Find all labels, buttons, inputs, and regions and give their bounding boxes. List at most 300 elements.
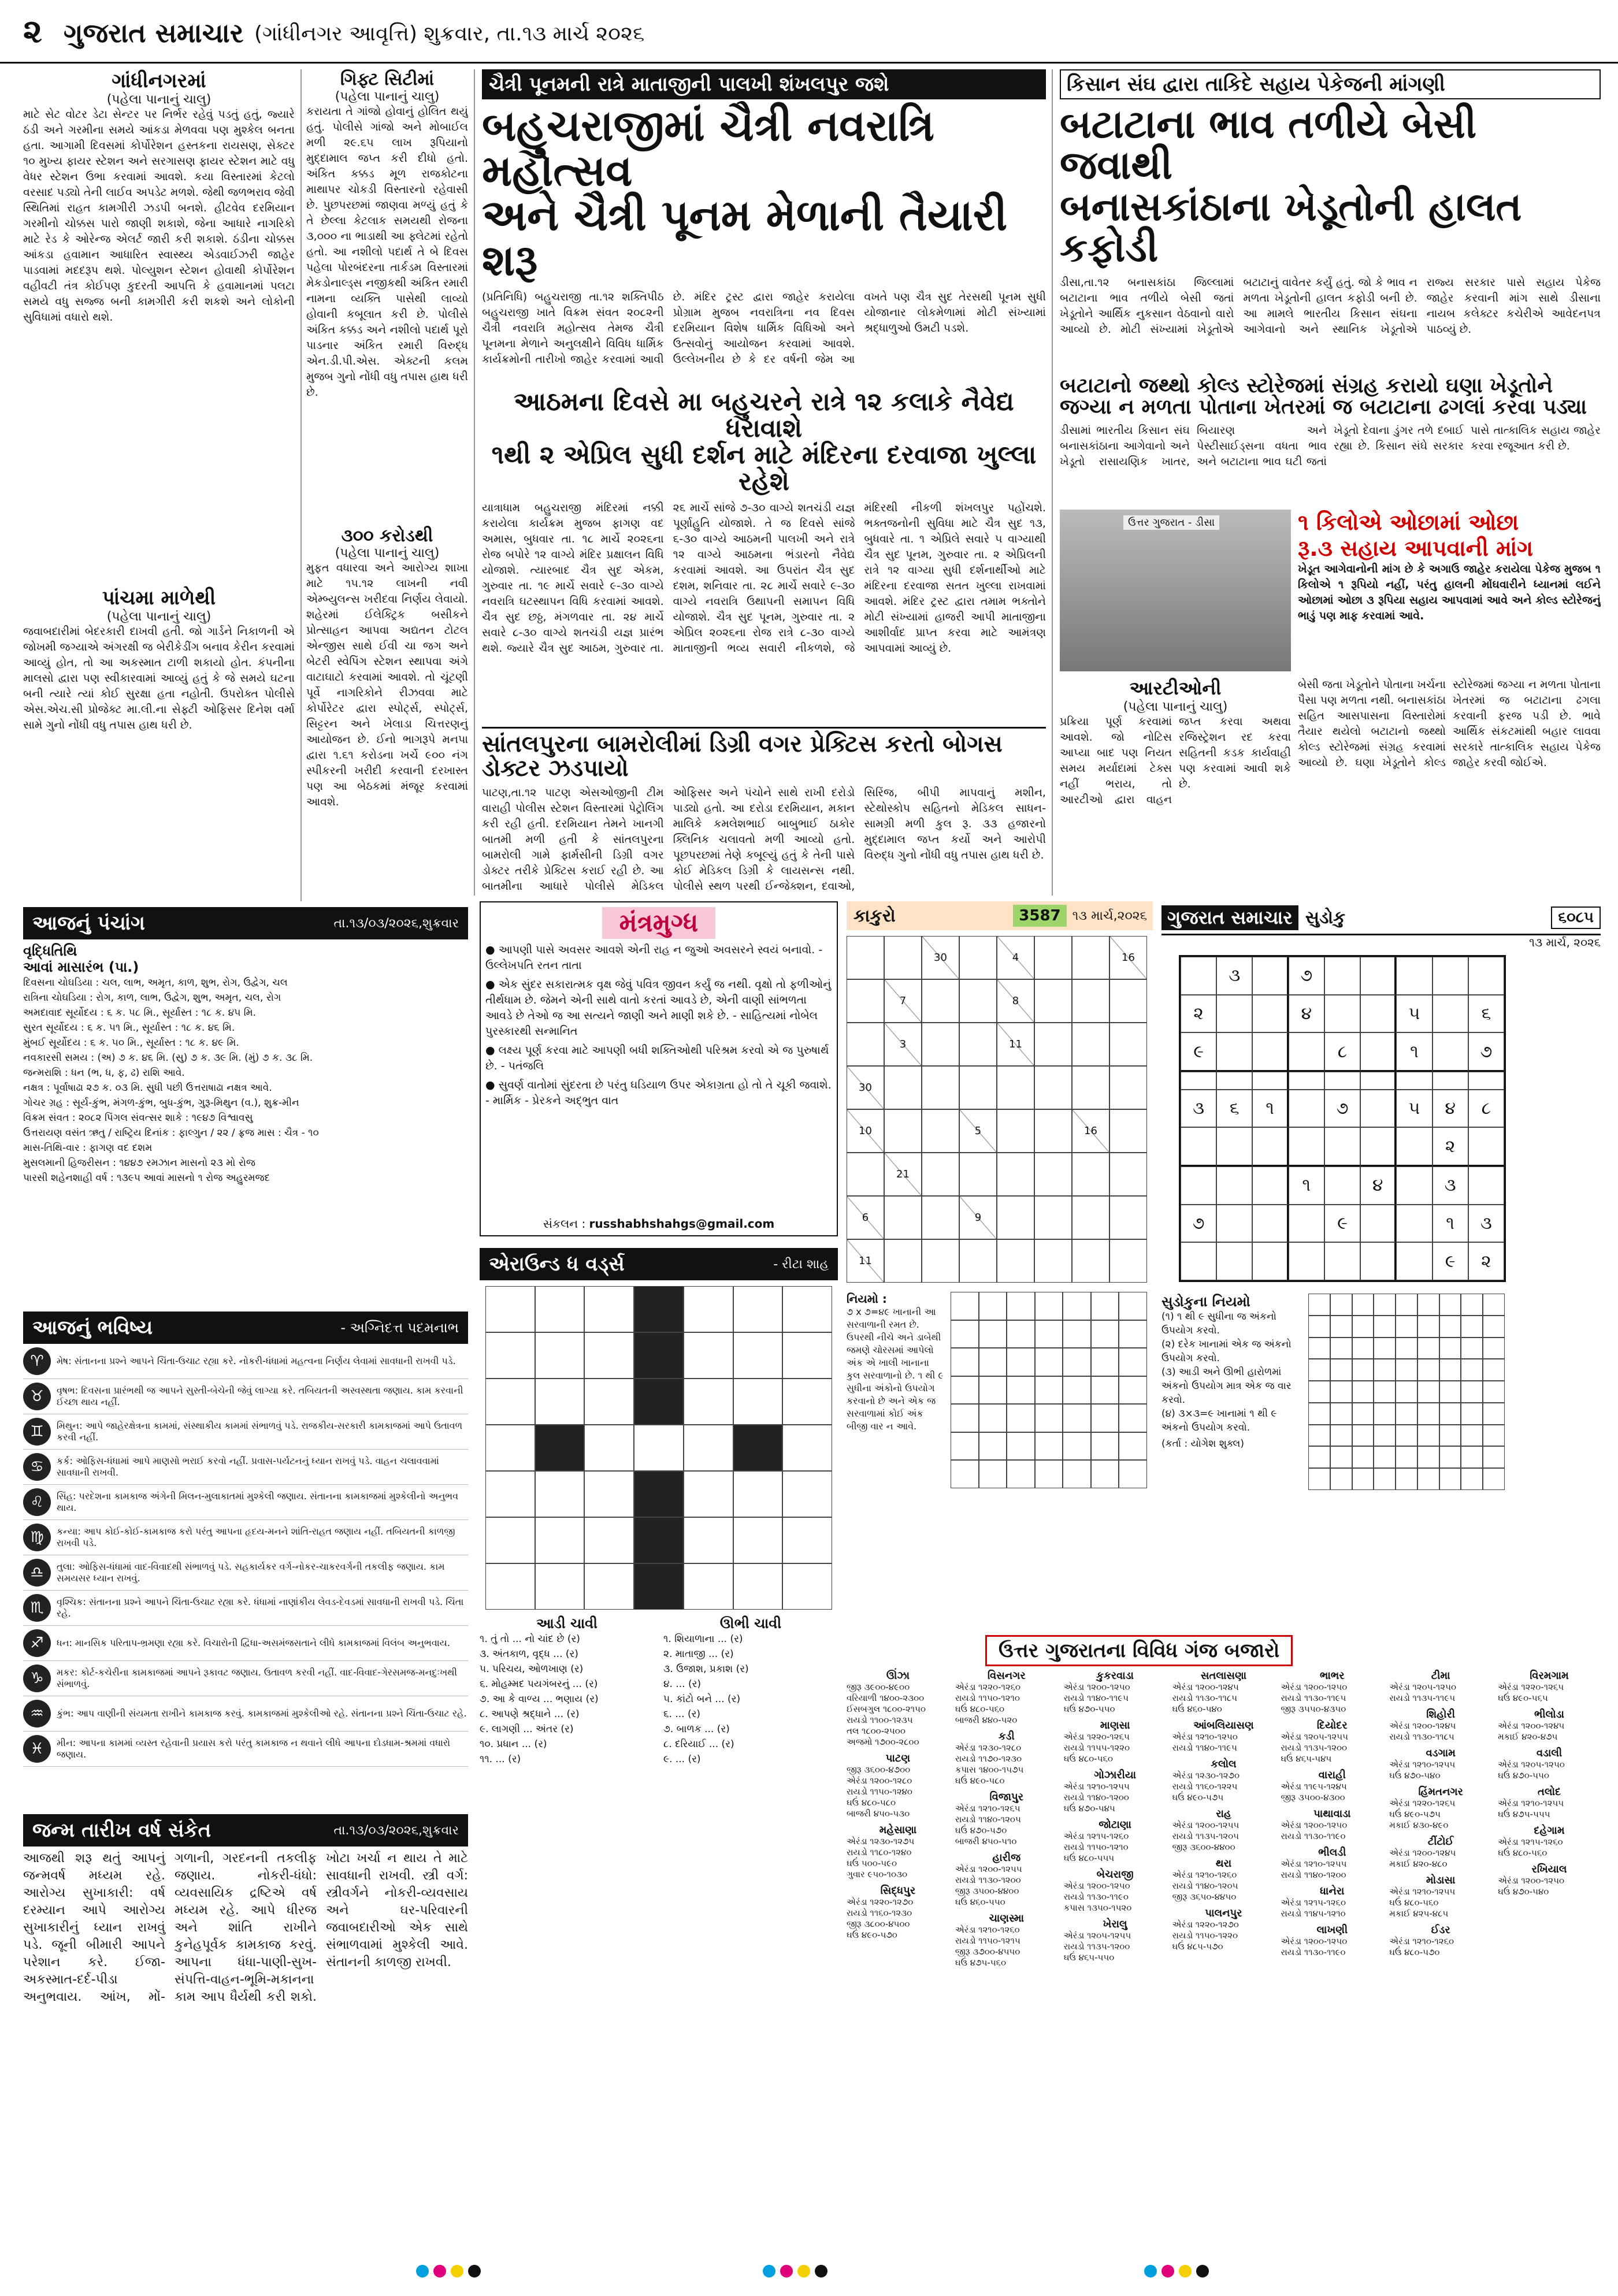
- sudoku-cell[interactable]: ૫: [1396, 1090, 1432, 1128]
- aathma-headline-1: આઠમના દિવસે મા બહુચરને રાત્રે ૧૨ કલાકે નૈવેદ્ય ધરાવાશે: [514, 387, 1014, 443]
- crossword-cell[interactable]: [485, 1332, 535, 1379]
- crossword-cell[interactable]: [684, 1425, 733, 1471]
- sudoku-cell[interactable]: [1324, 1072, 1360, 1090]
- crossword-cell[interactable]: [733, 1286, 783, 1332]
- kakuro-cell[interactable]: [1072, 1066, 1109, 1109]
- kakuro-answer-cell: [979, 1432, 1007, 1461]
- sudoku-cell[interactable]: [1396, 1242, 1432, 1280]
- crossword-cell[interactable]: [733, 1563, 783, 1610]
- market-block: [1389, 1708, 1492, 1743]
- kakuro-cell[interactable]: [922, 1196, 959, 1239]
- kakuro-cell[interactable]: [959, 1066, 997, 1109]
- kakuro-cell[interactable]: [922, 1066, 959, 1109]
- kakuro-cell[interactable]: [1034, 936, 1072, 979]
- sudoku-cell[interactable]: [1360, 995, 1396, 1033]
- zodiac-icon: ♒: [23, 1700, 51, 1727]
- kakuro-cell[interactable]: 9: [959, 1196, 997, 1239]
- kakuro-cell[interactable]: [997, 1153, 1034, 1196]
- sudoku-answer-cell: [1417, 1446, 1439, 1468]
- kakuro-cell[interactable]: [997, 1066, 1034, 1109]
- market-line: ઘઉં ૪૮૦-૫૬૦: [1063, 1753, 1113, 1764]
- sudoku-cell[interactable]: ૭: [1324, 1090, 1360, 1128]
- crossword-cell[interactable]: [684, 1471, 733, 1517]
- photo-caption: ઉત્તર ગુજરાત - ડીસા: [1123, 515, 1219, 530]
- sudoku-cell[interactable]: ૩: [1468, 1205, 1504, 1243]
- sudoku-cell[interactable]: [1289, 1090, 1324, 1128]
- sudoku-cell[interactable]: [1216, 1072, 1252, 1090]
- market-line: રાયડો ૧૧૩૫-૧૨૦૦: [1063, 1941, 1130, 1952]
- crossword-cell[interactable]: [634, 1332, 684, 1379]
- crossword-cell[interactable]: [535, 1332, 585, 1379]
- chaitri-headline-2: અને ચૈત્રી પૂનમ મેળાની તૈયારી શરૂ: [482, 191, 1008, 286]
- crossword-cell[interactable]: [584, 1332, 634, 1379]
- market-name: સિદ્ધપુર: [880, 1885, 916, 1897]
- market-line: એરંડા ૧૨૨૦-૧૨૬૫: [1389, 1798, 1456, 1808]
- sudoku-cell[interactable]: [1252, 957, 1288, 995]
- crossword-cell[interactable]: [485, 1471, 535, 1517]
- sudoku-cell[interactable]: ૩: [1181, 1090, 1216, 1128]
- around-words-box: [480, 1248, 838, 2195]
- kakuro-cell[interactable]: [1034, 1109, 1072, 1153]
- kakuro-cell[interactable]: [1034, 1196, 1072, 1239]
- sudoku-answer-cell: [1461, 1294, 1483, 1316]
- sudoku-cell[interactable]: [1216, 995, 1252, 1033]
- sudoku-cell[interactable]: ૩: [1433, 1166, 1468, 1205]
- kakuro-cell[interactable]: [1109, 1023, 1147, 1066]
- market-line: એરંડા ૧૨૨૦-૧૨૬૫: [1063, 1732, 1130, 1742]
- crossword-cell[interactable]: [535, 1379, 585, 1425]
- gift-city-body: કરાયતા તે ગાંજો હોવાનું હોલિત થયું હતું. પોલીસે ગાંજો અને મોબાઈલ મળી ૨૯.૬૫ લાખ રૂપિયાનો મુદ્દામાલ જપ્ત કરી દીધો હતો. અંકિત કક્કડ મૂળ રાજકોટના માથાપર ચોકડી વિસ્તારનો રહેવાસી છે. પુછપરછમાં જાણવા મળ્યું હતું કે તે છેલ્લા કેટલાક સમયથી રોજના ૩,૦૦૦ ના ભાડાથી આ ફ્લેટમાં રહેતો હતો. આ નશીલો પદાર્થ તે બે દિવસ પહેલા પોરબંદરના તાર્કડમ વિસ્તારમાં મેકડોનાલ્ડ્સ નજીકથી અંકિત રમારી નામના વ્યક્તિ પાસેથી લાવ્યો હોવાની કબૂલાત કરી છે. પોલીસે અંકિત કક્કડ અને નશીલો પદાર્થ પૂરો પાડનાર અંકિત રમારી વિરુદ્ધ એન.ડી.પી.એસ. એક્ટની કલમ મુજબ ગુનો નોંધી વધુ તપાસ હાથ ધરી છે.: [306, 105, 468, 399]
- kakuro-cell[interactable]: 30: [922, 936, 959, 979]
- kakuro-cell[interactable]: [884, 936, 922, 979]
- mantra-box: [480, 901, 838, 1236]
- crossword-grid[interactable]: [485, 1286, 832, 1610]
- crossword-cell[interactable]: [634, 1286, 684, 1332]
- market-line: ઘઉં ૪૯૦-૫૭૦: [847, 1930, 897, 1940]
- sudoku-cell[interactable]: [1289, 1242, 1324, 1280]
- kakuro-cell[interactable]: 16: [1072, 1109, 1109, 1153]
- gandhinagar-column: [23, 69, 295, 901]
- sudoku-cell[interactable]: [1289, 1127, 1324, 1166]
- mantra-footer-email: russhabhshahgs@gmail.com: [589, 1217, 775, 1231]
- sudoku-cell[interactable]: ૬: [1216, 1090, 1252, 1128]
- sudoku-cell[interactable]: [1324, 1166, 1360, 1205]
- market-line: એરંડા ૧૨૧૦-૧૨૫૫: [1389, 1759, 1456, 1770]
- kakuro-cell[interactable]: [922, 1109, 959, 1153]
- sudoku-cell[interactable]: [1216, 1242, 1252, 1280]
- sudoku-cell[interactable]: [1396, 1166, 1432, 1205]
- sudoku-cell[interactable]: [1324, 1242, 1360, 1280]
- sudoku-cell[interactable]: [1360, 1205, 1396, 1243]
- sudoku-number: ૬૦૮૫: [1551, 906, 1601, 929]
- crossword-cell[interactable]: [535, 1517, 585, 1563]
- market-line: એરંડા ૧૨૧૦-૧૨૫૦: [1172, 1732, 1238, 1742]
- sudoku-cell[interactable]: [1468, 1127, 1504, 1166]
- market-line: ઘઉં ૪૮૦-૫૬૦: [1389, 1897, 1439, 1908]
- sudoku-cell[interactable]: ૧: [1396, 1032, 1432, 1072]
- market-line: તલ ૧૮૦૦-૨૫૦૦: [847, 1726, 906, 1736]
- sudoku-cell[interactable]: [1433, 995, 1468, 1033]
- kakuro-cell[interactable]: [1109, 979, 1147, 1023]
- market-line: રાયડો ૧૧૫૦-૧૨૧૫: [955, 1935, 1020, 1946]
- kakuro-cell[interactable]: 11: [847, 1239, 884, 1283]
- kakuro-cell[interactable]: 3: [884, 1023, 922, 1066]
- market-name: ટીંટોઈ: [1427, 1836, 1454, 1848]
- market-block: [955, 1730, 1058, 1786]
- sudoku-cell[interactable]: ૮: [1468, 1090, 1504, 1128]
- sudoku-cell[interactable]: ૯: [1433, 1242, 1468, 1280]
- kakuro-cell[interactable]: [884, 1239, 922, 1283]
- sudoku-cell[interactable]: [1324, 957, 1360, 995]
- crossword-cell[interactable]: [684, 1332, 733, 1379]
- sudoku-cell[interactable]: [1360, 1032, 1396, 1072]
- crossword-cell[interactable]: [634, 1563, 684, 1610]
- crossword-cell[interactable]: [634, 1471, 684, 1517]
- panchang-line: નક્ષત્ર : પૂર્વાષાઢા ૨૭ ક. ૦૩ મિ. સુધી પછી ઉત્તરાષાઢા નક્ષત્ર આવે.: [23, 1082, 272, 1094]
- sudoku-cell[interactable]: ૭: [1289, 957, 1324, 995]
- crossword-cell[interactable]: [535, 1471, 585, 1517]
- sudoku-cell[interactable]: ૪: [1433, 1090, 1468, 1128]
- market-line: કપાસ ૧૩૫૦-૧૫૨૦: [1063, 1903, 1132, 1913]
- janma-title: જન્મ તારીખ વર્ષ સંકેત: [32, 1819, 211, 1842]
- market-line: બાજરી ૪૫૦-૫૩૦: [847, 1808, 910, 1819]
- market-block: [1281, 1719, 1383, 1764]
- kakuro-grid[interactable]: [847, 936, 1147, 1283]
- market-line: એરંડા ૧૨૧૦-૧૨૬૦: [1172, 1870, 1237, 1880]
- sudoku-cell[interactable]: [1252, 1166, 1288, 1205]
- sudoku-answer-cell: [1396, 1425, 1417, 1447]
- market-line: ઘઉં ૪૭૦-૫૭૦: [955, 1825, 1007, 1836]
- mantra-item: [485, 942, 832, 974]
- kakuro-cell[interactable]: [997, 1196, 1034, 1239]
- crossword-cell[interactable]: [584, 1379, 634, 1425]
- sudoku-cell[interactable]: ૨: [1433, 1127, 1468, 1166]
- mantra-title: મંત્રમુગ્ધ: [602, 907, 716, 939]
- sudoku-cell[interactable]: [1289, 1032, 1324, 1072]
- market-block: [1498, 1670, 1601, 1704]
- sudoku-paper: ગુજરાત સમાચાર: [1161, 905, 1298, 930]
- kakuro-cell[interactable]: 30: [847, 1066, 884, 1109]
- sudoku-cell[interactable]: ૬: [1468, 995, 1504, 1033]
- crossword-cell[interactable]: [535, 1286, 585, 1332]
- sudoku-cell[interactable]: ૪: [1360, 1166, 1396, 1205]
- sudoku-cell[interactable]: [1360, 957, 1396, 995]
- market-line: રાયડો ૧૧૩૫-૧૧૯૫: [1389, 1693, 1456, 1703]
- sudoku-answer-cell: [1330, 1468, 1352, 1490]
- sudoku-cell[interactable]: [1360, 1127, 1396, 1166]
- kakuro-cell[interactable]: [1072, 979, 1109, 1023]
- kakuro-cell[interactable]: [1109, 1239, 1147, 1283]
- market-line: રાયડો ૧૧૩૦-૧૧૮૫: [1172, 1693, 1237, 1703]
- crossword-cell[interactable]: [733, 1379, 783, 1425]
- kakuro-cell[interactable]: [1034, 1023, 1072, 1066]
- sudoku-cell[interactable]: [1252, 1072, 1288, 1090]
- market-name: રખિયાલ: [1531, 1863, 1567, 1875]
- sudoku-cell[interactable]: ૭: [1181, 1205, 1216, 1243]
- kakuro-cell[interactable]: [1072, 1023, 1109, 1066]
- callout-body: ખેડૂત આગેવાનોની માંગ છે કે અગાઉ જાહેર કરાયેલા પેકેજ મુજબ ૧ કિલોએ ૧ રૂપિયો નહીં, પરંતુ હાલની મોંઘવારીને ધ્યાનમાં લઈને ઓછામાં ઓછા ૩ રૂપિયા સહાય આપવામાં આવે અને કોલ્ડ સ્ટોરેજનું ભાડું પણ માફ કરવામાં આવે.: [1298, 563, 1601, 623]
- kakuro-cell[interactable]: [847, 936, 884, 979]
- sudoku-answer-cell: [1396, 1316, 1417, 1338]
- kakuro-cell[interactable]: [959, 1239, 997, 1283]
- paper-name: ગુજરાત સમાચાર: [64, 17, 244, 49]
- crossword-cell[interactable]: [684, 1286, 733, 1332]
- ubhi-clue: ૫. કાંટો બને ... (ર): [663, 1693, 741, 1705]
- sudoku-cell[interactable]: [1396, 1205, 1432, 1243]
- sudoku-cell[interactable]: [1181, 957, 1216, 995]
- kakuro-cell[interactable]: [847, 1023, 884, 1066]
- sudoku-cell[interactable]: ૭: [1468, 1032, 1504, 1072]
- market-line: એરંડા ૧૨૦૦-૧૨૫૫: [1172, 1820, 1240, 1830]
- rashi-text: કન્યા: આપ કોઈ-કોઈ-કામકાજ કરો પરંતુ આપના હૃદય-મનને શાંતિ-રાહત જણાય નહીં. તબિયતની કાળજી રાખવી પડે.: [57, 1526, 455, 1548]
- sudoku-cell[interactable]: [1289, 1205, 1324, 1243]
- kakuro-cell[interactable]: 5: [959, 1109, 997, 1153]
- sudoku-cell[interactable]: [1396, 1072, 1432, 1090]
- market-line: ઘઉં ૪૯૦-૫૮૦: [955, 1775, 1005, 1786]
- crossword-cell[interactable]: [684, 1517, 733, 1563]
- crossword-cell[interactable]: [782, 1563, 832, 1610]
- janma-box: [23, 1814, 468, 2195]
- market-name: મહેસાણા: [879, 1824, 917, 1836]
- panchang-line: નવકારસી સમય : (અ) ૭ ક. ૪૬ મિ. (સુ) ૭ ક. ૩૯ મિ. (મું) ૭ ક. ૩૮ મિ.: [23, 1052, 313, 1064]
- sudoku-cell[interactable]: [1360, 1242, 1396, 1280]
- sudoku-cell[interactable]: ૧: [1289, 1166, 1324, 1205]
- crossword-cell[interactable]: [535, 1563, 585, 1610]
- sudoku-cell[interactable]: ૧: [1433, 1205, 1468, 1243]
- crossword-cell[interactable]: [584, 1471, 634, 1517]
- crossword-cell[interactable]: [733, 1517, 783, 1563]
- kakuro-answer-cell: [1119, 1348, 1147, 1376]
- sudoku-cell[interactable]: [1468, 1072, 1504, 1090]
- crossword-cell[interactable]: [584, 1286, 634, 1332]
- sudoku-answer-cell: [1439, 1468, 1461, 1490]
- sudoku-cell[interactable]: ૧: [1252, 1090, 1288, 1128]
- market-line: એરંડા ૧૨૩૦-૧૨૭૦: [1172, 1770, 1240, 1781]
- kakuro-cell[interactable]: [959, 1023, 997, 1066]
- crossword-cell[interactable]: [485, 1517, 535, 1563]
- sudoku-answer-cell: [1483, 1468, 1505, 1490]
- sudoku-cell[interactable]: ૪: [1289, 995, 1324, 1033]
- market-line: ઘઉં ૪૮૦-૫૬૦: [955, 1704, 1005, 1714]
- crossword-cell[interactable]: [634, 1379, 684, 1425]
- kakuro-cell[interactable]: 16: [1109, 936, 1147, 979]
- bullet-icon: ●: [485, 943, 499, 956]
- crossword-cell[interactable]: [584, 1517, 634, 1563]
- sudoku-cell[interactable]: ૩: [1216, 957, 1252, 995]
- kakuro-cell[interactable]: [922, 1023, 959, 1066]
- crossword-cell[interactable]: [733, 1332, 783, 1379]
- sudoku-cell[interactable]: [1468, 957, 1504, 995]
- kakuro-answer-cell: [1035, 1320, 1063, 1348]
- sudoku-cell[interactable]: [1216, 1032, 1252, 1072]
- kakuro-answer-cell: [1091, 1460, 1119, 1488]
- sudoku-cell[interactable]: [1181, 1242, 1216, 1280]
- market-line: એરંડા ૧૨૦૦-૧૨૫૦: [1281, 1820, 1348, 1830]
- sudoku-answer-cell: [1308, 1338, 1330, 1359]
- kakuro-cell[interactable]: [1072, 1239, 1109, 1283]
- kakuro-cell[interactable]: 11: [997, 1023, 1034, 1066]
- kakuro-cell[interactable]: 4: [997, 936, 1034, 979]
- sudoku-cell[interactable]: ૫: [1396, 995, 1432, 1033]
- sudoku-box: [1161, 901, 1601, 1514]
- sudoku-cell[interactable]: [1289, 1072, 1324, 1090]
- sudoku-answer-cell: [1461, 1425, 1483, 1447]
- market-line: રાયડો ૧૧૩૫-૧૨૦૫: [1172, 1831, 1239, 1841]
- kisan-headline-1: બટાટાના ભાવ તળીયે બેસી જવાથી: [1060, 102, 1477, 189]
- kakuro-cell[interactable]: [1109, 1109, 1147, 1153]
- market-line: મકાઈ ૪૩૦-૪૯૦: [1389, 1820, 1449, 1830]
- sudoku-cell[interactable]: [1216, 1166, 1252, 1205]
- market-line: એરંડા ૧૨૦૦-૧૨૫૦: [1063, 1682, 1130, 1692]
- sudoku-cell[interactable]: [1181, 1127, 1216, 1166]
- kakuro-cell[interactable]: [1109, 1066, 1147, 1109]
- market-line: ઘઉં ૪૯૦-૫૭૫: [1389, 1809, 1441, 1819]
- sudoku-cell[interactable]: [1181, 1166, 1216, 1205]
- sudoku-cell[interactable]: ૨: [1468, 1242, 1504, 1280]
- panchang-line: રાત્રિના ચોઘડિયા : રોગ, કાળ, લાભ, ઉદ્વેગ, શુભ, અમૃત, ચલ, રોગ: [23, 992, 281, 1004]
- kakuro-answer-cell: [1007, 1320, 1035, 1348]
- niyamo-text: ૭ x ૭=૪૯ ખાનાની આ સરવાળાની રમત છે. ઉપરથી નીચે અને ડાબેથી જમણે ચોરસમાં આપેલો અંક એ ખાલી ખાનાના કુલ સરવાળાનો છે. ૧ થી ૯ સુધીના અંકોનો ઉપયોગ કરવાનો છે અને એક જ સરવાળામાં કોઈ અંક બીજી વાર ન આવે.: [847, 1306, 944, 1432]
- sudoku-cell[interactable]: [1252, 995, 1288, 1033]
- sudoku-cell[interactable]: ૨: [1181, 995, 1216, 1033]
- sudoku-cell[interactable]: [1360, 1072, 1396, 1090]
- crossword-cell[interactable]: [485, 1425, 535, 1471]
- kakuro-cell[interactable]: 8: [997, 979, 1034, 1023]
- sudoku-cell[interactable]: [1324, 995, 1360, 1033]
- kakuro-cell[interactable]: 10: [847, 1109, 884, 1153]
- crossword-cell[interactable]: [634, 1425, 684, 1471]
- crossword-cell[interactable]: [634, 1517, 684, 1563]
- sudoku-cell[interactable]: [1396, 957, 1432, 995]
- kakuro-cell[interactable]: 21: [884, 1153, 922, 1196]
- aadi-clue: ૭. આ કે વાળ્ય ... ભણાય (ર): [480, 1693, 599, 1705]
- kakuro-answer-cell: [1007, 1432, 1035, 1461]
- sudoku-cell[interactable]: [1433, 1032, 1468, 1072]
- bhavishya-author: - અગ્નિદત્ત પદમનાભ: [340, 1320, 459, 1336]
- crossword-cell[interactable]: [733, 1425, 783, 1471]
- kakuro-cell[interactable]: [884, 1109, 922, 1153]
- kakuro-cell[interactable]: [1109, 1196, 1147, 1239]
- kakuro-cell[interactable]: [847, 1153, 884, 1196]
- sudoku-cell[interactable]: [1252, 1032, 1288, 1072]
- kakuro-answer-cell: [1091, 1292, 1119, 1320]
- kakuro-cell[interactable]: 7: [884, 979, 922, 1023]
- sudoku-answer-cell: [1461, 1468, 1483, 1490]
- crossword-cell[interactable]: [684, 1563, 733, 1610]
- crossword-cell[interactable]: [485, 1286, 535, 1332]
- kakuro-cell[interactable]: [1072, 936, 1109, 979]
- sudoku-cell[interactable]: [1216, 1205, 1252, 1243]
- sudoku-cell[interactable]: [1252, 1127, 1288, 1166]
- sudoku-answer-cell: [1330, 1403, 1352, 1425]
- kakuro-cell[interactable]: [959, 1153, 997, 1196]
- crossword-cell[interactable]: [782, 1471, 832, 1517]
- kakuro-cell[interactable]: [997, 1109, 1034, 1153]
- sudoku-cell[interactable]: [1468, 1166, 1504, 1205]
- market-block: [1064, 1719, 1167, 1764]
- kakuro-cell[interactable]: [1034, 1239, 1072, 1283]
- crossword-cell[interactable]: [782, 1332, 832, 1379]
- market-block: [1172, 1907, 1275, 1952]
- sudoku-answer-cell: [1330, 1359, 1352, 1381]
- sudoku-cell[interactable]: ૮: [1324, 1032, 1360, 1072]
- sudoku-cell[interactable]: [1433, 957, 1468, 995]
- kakuro-cell[interactable]: [959, 979, 997, 1023]
- kakuro-cell[interactable]: [922, 1239, 959, 1283]
- kakuro-cell[interactable]: [922, 979, 959, 1023]
- market-line: જીરૂ ૩૭૦૦-૪૫૫૦: [955, 1946, 1020, 1957]
- bullet-icon: ●: [485, 1044, 499, 1057]
- crossword-cell[interactable]: [584, 1563, 634, 1610]
- kakuro-cell[interactable]: [884, 1196, 922, 1239]
- kakuro-cell[interactable]: [884, 1066, 922, 1109]
- market-line: એરંડા ૧૨૦૦-૧૨૪૫: [1389, 1721, 1456, 1731]
- sudoku-cell[interactable]: [1216, 1127, 1252, 1166]
- sudoku-cell[interactable]: [1433, 1072, 1468, 1090]
- crossword-cell[interactable]: [535, 1425, 585, 1471]
- kakuro-cell[interactable]: [922, 1153, 959, 1196]
- crossword-cell[interactable]: [485, 1379, 535, 1425]
- kakuro-cell[interactable]: [1034, 1153, 1072, 1196]
- rashi-text: સિંહ: પરદેશના કામકાજ અંગેની મિલન-મુલાકાતમાં મુશ્કેલી જણાય. સંતાનના કામકાજમાં મુશ્કેલીનો અનુભવ થાય.: [57, 1491, 459, 1513]
- page-number: ૨: [23, 13, 42, 50]
- crossword-cell[interactable]: [782, 1379, 832, 1425]
- market-line: રાયડો ૧૧૬૦-૧૨૨૫: [1172, 1781, 1238, 1792]
- crossword-cell[interactable]: [782, 1286, 832, 1332]
- mantra-footer-label: સંકલન :: [543, 1217, 586, 1231]
- market-block: [1389, 1747, 1492, 1781]
- crossword-cell[interactable]: [584, 1425, 634, 1471]
- sudoku-cell[interactable]: ૯: [1181, 1032, 1216, 1072]
- market-name: ધાનેરા: [1320, 1885, 1345, 1897]
- kakuro-cell[interactable]: [1109, 1153, 1147, 1196]
- rashi-text: કુંભ: આપ વાણીની સંયમતા રાખીને કામકાજ કરવું. કામકાજમાં મુશ્કેલીઓ રહે. સંતાનના પ્રશ્ને ચિંતા-ઉચાટ રહે.: [57, 1708, 467, 1719]
- kakuro-answer-cell: [1007, 1404, 1035, 1432]
- bhavishya-box: [23, 1312, 468, 1808]
- market-line: એરંડા ૧૨૩૦-૧૨૮૦: [955, 1743, 1022, 1753]
- kakuro-cell[interactable]: [959, 936, 997, 979]
- sudoku-answer-cell: [1396, 1468, 1417, 1490]
- kakuro-cell[interactable]: [1072, 1196, 1109, 1239]
- crossword-cell[interactable]: [733, 1471, 783, 1517]
- sudoku-grid[interactable]: [1179, 955, 1506, 1282]
- sudoku-cell[interactable]: [1252, 1242, 1288, 1280]
- market-line: એરંડા ૧૨૧૦-૧૨૫૫: [1389, 1886, 1456, 1897]
- kakuro-cell[interactable]: 6: [847, 1196, 884, 1239]
- sudoku-cell[interactable]: [1252, 1205, 1288, 1243]
- sudoku-cell[interactable]: [1181, 1072, 1216, 1090]
- kakuro-cell[interactable]: [997, 1239, 1034, 1283]
- kakuro-answer-cell: [979, 1460, 1007, 1488]
- sudoku-cell[interactable]: ૯: [1324, 1205, 1360, 1243]
- sudoku-cell[interactable]: [1324, 1127, 1360, 1166]
- crossword-cell[interactable]: [485, 1563, 535, 1610]
- kakuro-cell[interactable]: [1072, 1153, 1109, 1196]
- sudoku-answer-cell: [1439, 1425, 1461, 1447]
- kakuro-cell[interactable]: [1034, 1066, 1072, 1109]
- kakuro-cell[interactable]: [847, 979, 884, 1023]
- crossword-cell[interactable]: [782, 1425, 832, 1471]
- sudoku-cell[interactable]: [1360, 1090, 1396, 1128]
- crossword-cell[interactable]: [684, 1379, 733, 1425]
- market-line: રાયડો ૧૧૩૦-૧૧૯૦: [1281, 1947, 1346, 1957]
- market-line: ઈસબગુલ ૧૮૦૦-૨૧૫૦: [847, 1704, 926, 1714]
- crossword-cell[interactable]: [782, 1517, 832, 1563]
- sudoku-answer-cell: [1352, 1316, 1374, 1338]
- kakuro-cell[interactable]: [1034, 979, 1072, 1023]
- sudoku-cell[interactable]: [1396, 1127, 1432, 1166]
- panchang-line: માસ-તિથિ-વાર : ફાગણ વદ દશમ: [23, 1142, 153, 1154]
